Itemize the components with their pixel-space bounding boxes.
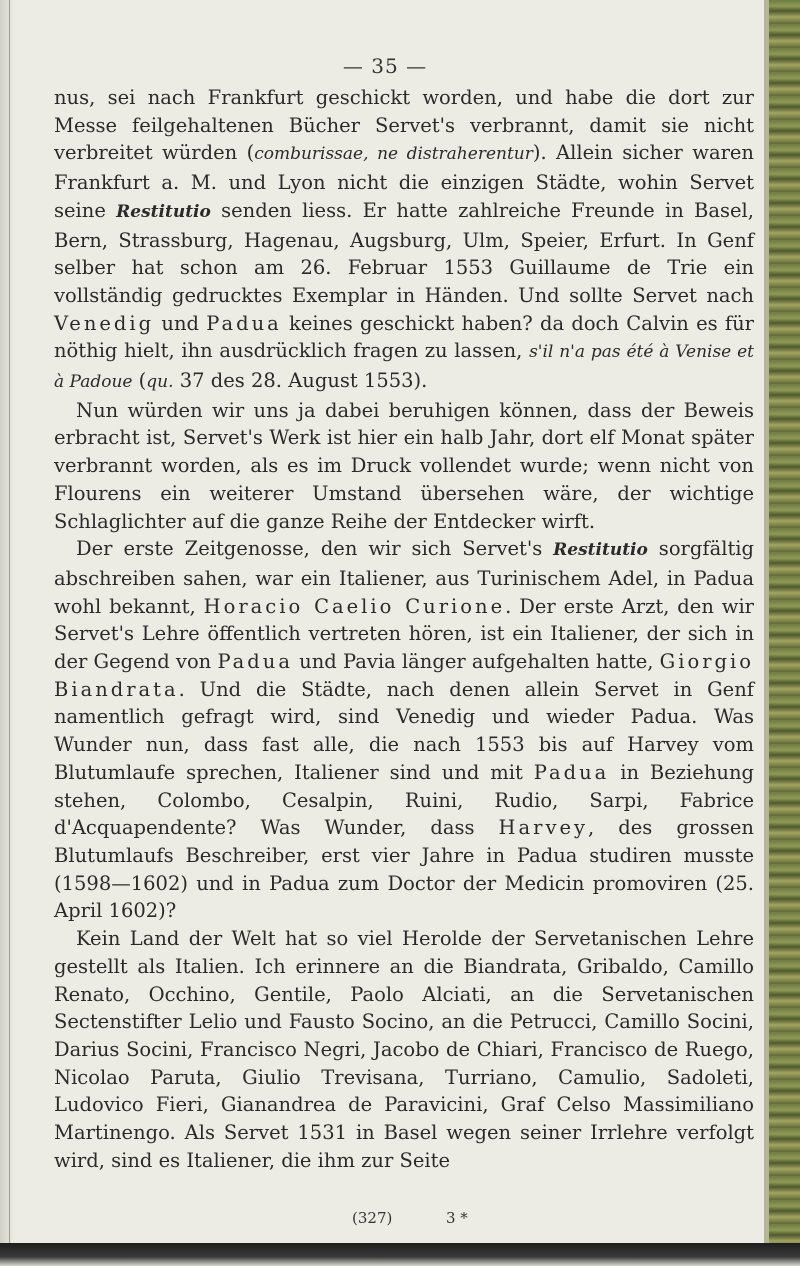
- text-run: Nun würden wir uns ja dabei beruhigen können, dass der Beweis erbracht ist, Servet's Werk ist hier ein halb Jahr, dort elf Monat später verbrannt worden, als es im Druck vollendet wurde; wenn nicht von Flourens ein weiterer Umstand übersehen wäre, der wichtige Schlaglichter auf die ganze Reihe der Entdecker wirft.: [54, 398, 754, 533]
- text-run: sorgfältig abschreiben sahen, war ein Italiener, aus Turinischem Adel, in Padua wohl bekannt,: [54, 537, 754, 618]
- scan-bottom-edge: [0, 1243, 800, 1266]
- text-run: Der erste Zeitgenosse, den wir sich Servet's: [76, 537, 554, 561]
- text-run: Restitutio: [116, 201, 211, 222]
- paragraph-3: [54, 535, 754, 925]
- text-run: Restitutio: [553, 540, 648, 561]
- text-run: Giorgio Biandrata: [54, 650, 755, 701]
- text-run: Kein Land der Welt hat so viel Herolde der Servetanischen Lehre gestellt als Italien. Ich erinnere an die Biandrata, Gribaldo, Camillo Renato, Occhino, Gentile, Paolo Alciati, an die Servetanischen Sectenstifter Lelio und Fausto Socino, an die Petrucci, Camillo Socini, Darius Socini, Francisco Negri, Jacobo de Chiari, Francisco de Ruego, Nicolao Paruta, Giulio Trevisana, Turriano, Camulio, Sadoleti, Ludovico Fieri, Gianandrea de Paravicini, Graf Celso Massimiliano Martinengo. Als Servet 1531 in Basel wegen seiner Irrlehre verfolgt wird, sind es Italiener, die ihm zur Seite: [54, 927, 754, 1172]
- text-run: qu.: [146, 372, 174, 393]
- page-edge-right: [768, 0, 800, 1266]
- text-run: Padua: [217, 650, 293, 674]
- text-run: und Pavia länger aufgehalten hatte,: [292, 650, 660, 674]
- body-text: [54, 84, 754, 1174]
- text-run: (: [132, 369, 147, 393]
- text-run: Horacio Caelio Curione: [203, 594, 506, 618]
- text-run: 37 des 28. August 1553).: [173, 369, 428, 393]
- paragraph-4: [54, 925, 754, 1174]
- text-run: comburissae, ne distraherentur: [254, 144, 533, 165]
- text-run: Venedig: [54, 311, 155, 335]
- text-run: s'il n'a pas été à Venise et à Padoue: [54, 342, 755, 393]
- text-run: Padua: [206, 311, 282, 335]
- text-run: in Beziehung stehen, Colombo, Cesalpin, Ruini, Rudio, Sarpi, Fabrice d'Acquapendente? Was Wunder, dass: [54, 760, 754, 840]
- text-run: , des grossen Blutumlaufs Beschreiber, erst vier Jahre in Padua studiren musste (1598—1602) und in Padua zum Doctor der Medicin promoviren (25. April 1602)?: [54, 816, 754, 923]
- footer-number: (327): [352, 1209, 393, 1227]
- text-run: . Der erste Arzt, den wir Servet's Lehre öffentlich vertreten hören, ist ein Italiener, der sich in der Gegend von: [54, 594, 755, 674]
- text-run: senden liess. Er hatte zahlreiche Freunde in Basel, Bern, Strassburg, Hagenau, Augsburg, Ulm, Speier, Erfurt. In Genf selber hat schon am 26. Februar 1553 Guillaume de Trie ein vollständig gedrucktes Exemplar in Händen. Und sollte Servet nach: [54, 198, 754, 307]
- paragraph-1: [54, 84, 754, 397]
- page-edge-left: [0, 0, 14, 1266]
- signature-mark: 3 *: [446, 1209, 468, 1227]
- text-run: ). Allein sicher waren Frankfurt a. M. und Lyon nicht die einzigen Städte, wohin Servet seine: [54, 141, 754, 222]
- page-number: — 35 —: [342, 54, 428, 78]
- text-run: nus, sei nach Frankfurt geschickt worden, und habe die dort zur Messe feilgehaltenen Bücher Servet's verbrannt, damit sie nicht verbreitet würden (: [54, 86, 754, 165]
- text-run: keines geschickt haben? da doch Calvin es für nöthig hielt, ihn ausdrücklich fragen zu lassen,: [54, 311, 754, 363]
- text-run: Padua: [533, 760, 610, 784]
- text-run: . Und die Städte, nach denen allein Servet in Genf namentlich gefragt wird, sind Venedig und wieder Padua. Was Wunder nun, dass fast alle, die nach 1553 bis auf Harvey vom Blutumlaufe sprechen, Italiener sind und mit: [54, 677, 754, 784]
- text-run: und: [154, 311, 207, 335]
- paragraph-2: [54, 397, 754, 536]
- text-run: Harvey: [498, 816, 589, 840]
